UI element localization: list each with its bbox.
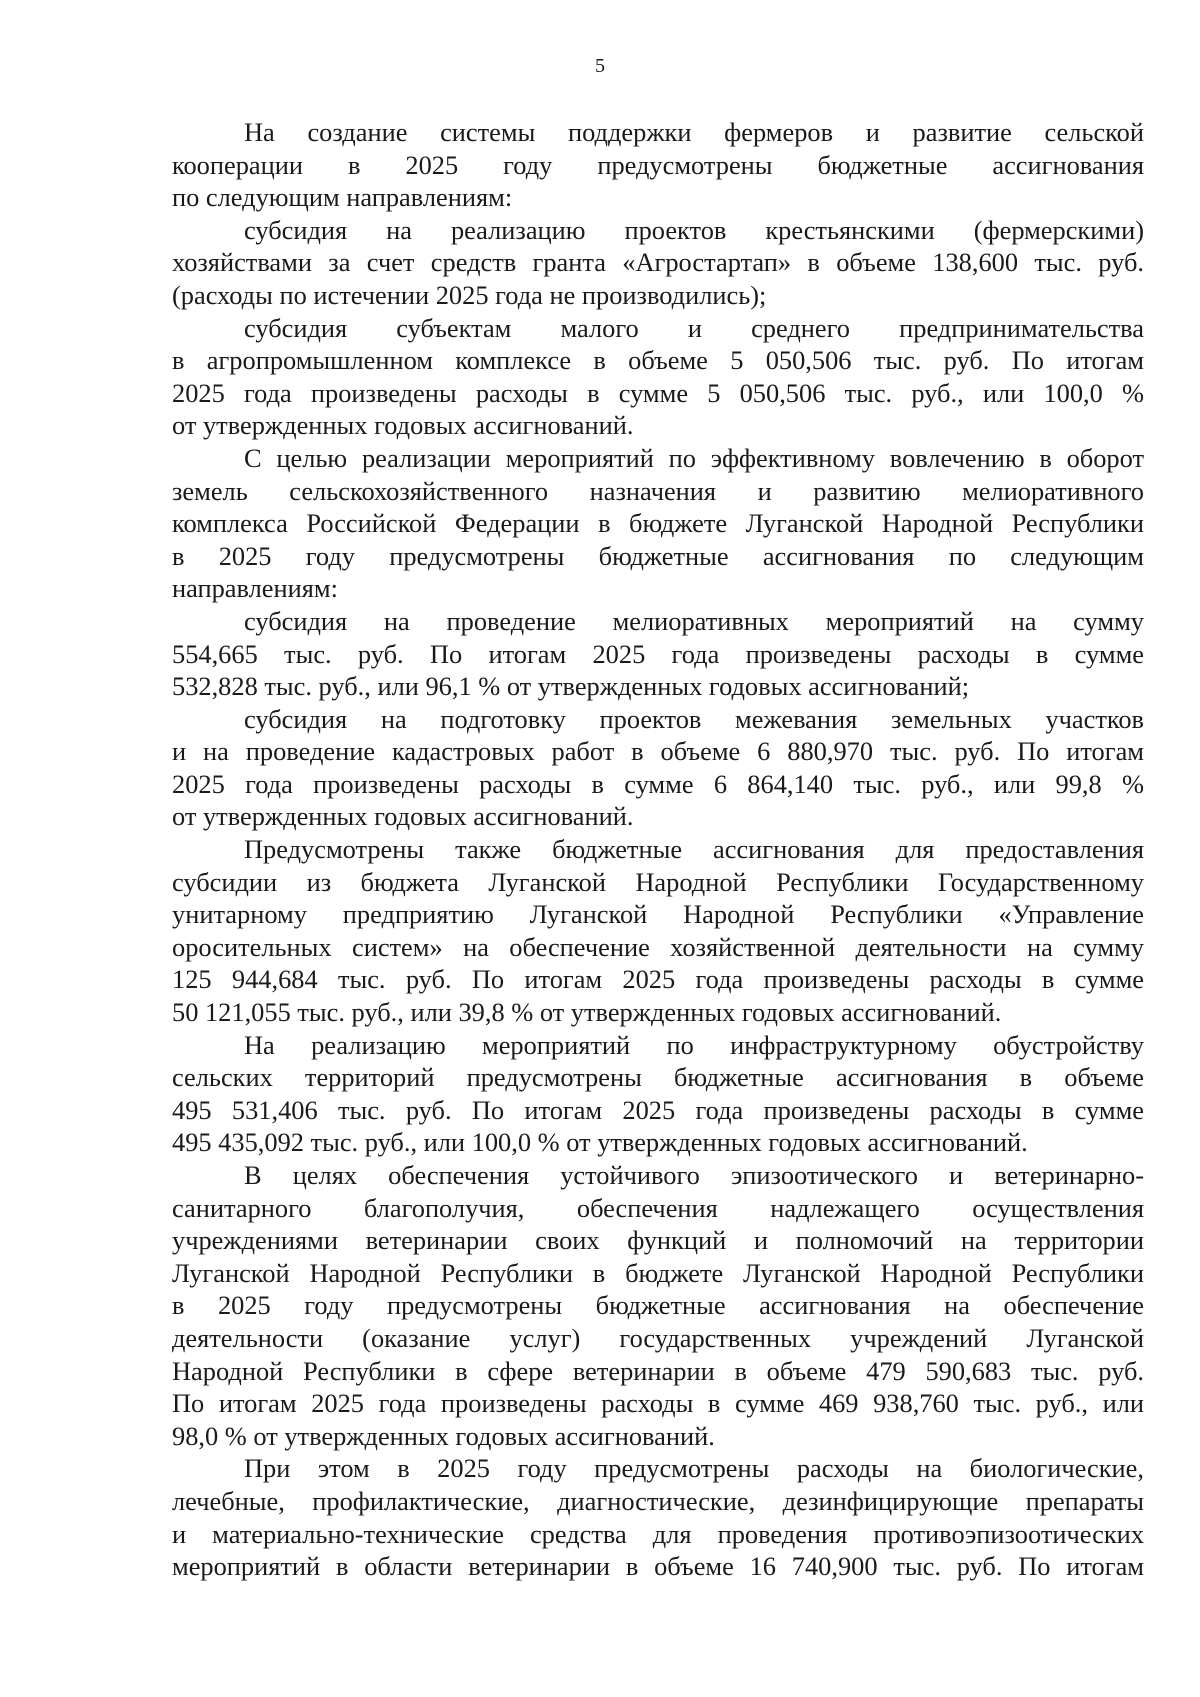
text-line: от утвержденных годовых ассигнований.	[172, 410, 634, 441]
text-line: Луганской Народной Республики в бюджете Луганской Народной Республики	[172, 1257, 1144, 1288]
text-line: Предусмотрены также бюджетные ассигнования для предоставления	[244, 834, 1144, 865]
text-line: В целях обеспечения устойчивого эпизоотического и ветеринарно-	[244, 1160, 1144, 1190]
text-line: лечебные, профилактические, диагностические, дезинфицирующие препараты	[172, 1485, 1144, 1516]
text-line: в 2025 году предусмотрены бюджетные ассигнования на обеспечение	[172, 1290, 1144, 1321]
text-line: земель сельскохозяйственного назначения и развитию мелиоративного	[172, 475, 1144, 506]
text-line: деятельности (оказание услуг) государственных учреждений Луганской	[172, 1322, 1144, 1353]
text-line: комплекса Российской Федерации в бюджете Луганской Народной Республики	[172, 508, 1144, 539]
text-line: хозяйствами за счет средств гранта «Агростартап» в объеме 138,600 тыс. руб.	[172, 247, 1144, 278]
text-line: 495 531,406 тыс. руб. По итогам 2025 года произведены расходы в сумме	[172, 1094, 1144, 1125]
text-line: На реализацию мероприятий по инфраструктурному обустройству	[244, 1029, 1144, 1060]
text-line: санитарного благополучия, обеспечения надлежащего осуществления	[172, 1192, 1144, 1223]
text-line: При этом в 2025 году предусмотрены расходы на биологические,	[244, 1453, 1144, 1484]
text-line: в агропромышленном комплексе в объеме 5 050,506 тыс. руб. По итогам	[172, 345, 1144, 376]
paragraph	[172, 1452, 1144, 1582]
text-line: субсидия на подготовку проектов межевания земельных участков	[244, 703, 1144, 734]
text-line: 50 121,055 тыс. руб., или 39,8 % от утвержденных годовых ассигнований.	[172, 997, 1002, 1028]
text-line: субсидия субъектам малого и среднего предпринимательства	[244, 312, 1144, 343]
text-line: субсидии из бюджета Луганской Народной Республики Государственному	[172, 866, 1144, 897]
text-line: 554,665 тыс. руб. По итогам 2025 года произведены расходы в сумме	[172, 638, 1144, 669]
text-line: и материально-технические средства для проведения противоэпизоотических	[172, 1518, 1144, 1549]
text-line: по следующим направлениям:	[172, 182, 513, 213]
paragraph	[172, 605, 1144, 703]
paragraph	[172, 833, 1144, 1029]
text-line: 125 944,684 тыс. руб. По итогам 2025 года произведены расходы в сумме	[172, 964, 1144, 995]
text-line: унитарному предприятию Луганской Народной Республики «Управление	[172, 899, 1144, 930]
paragraph	[172, 703, 1144, 833]
paragraph	[172, 442, 1144, 605]
text-line: 98,0 % от утвержденных годовых ассигнований.	[172, 1420, 715, 1451]
text-line: сельских территорий предусмотрены бюджетные ассигнования в объеме	[172, 1062, 1144, 1093]
paragraph	[172, 214, 1144, 312]
text-line: и на проведение кадастровых работ в объеме 6 880,970 тыс. руб. По итогам	[172, 736, 1144, 767]
text-line: 495 435,092 тыс. руб., или 100,0 % от утвержденных годовых ассигнований.	[172, 1127, 1028, 1158]
text-line: 532,828 тыс. руб., или 96,1 % от утвержденных годовых ассигнований;	[172, 671, 970, 702]
text-line: оросительных систем» на обеспечение хозяйственной деятельности на сумму	[172, 931, 1144, 962]
text-line: По итогам 2025 года произведены расходы в сумме 469 938,760 тыс. руб., или	[172, 1388, 1144, 1419]
paragraph	[172, 1159, 1144, 1452]
page-number: 5	[595, 55, 605, 77]
paragraph	[172, 312, 1144, 442]
paragraph	[172, 1029, 1144, 1159]
text-line: субсидия на проведение мелиоративных мероприятий на сумму	[244, 605, 1144, 636]
text-line: от утвержденных годовых ассигнований.	[172, 801, 634, 832]
text-line: (расходы по истечении 2025 года не производились);	[172, 279, 767, 310]
paragraph	[172, 116, 1144, 214]
text-line: 2025 года произведены расходы в сумме 6 864,140 тыс. руб., или 99,8 %	[172, 768, 1144, 799]
text-line: мероприятий в области ветеринарии в объеме 16 740,900 тыс. руб. По итогам	[172, 1551, 1144, 1582]
text-line: На создание системы поддержки фермеров и развитие сельской	[244, 117, 1144, 147]
text-line: в 2025 году предусмотрены бюджетные ассигнования по следующим	[172, 540, 1144, 571]
text-line: С целью реализации мероприятий по эффективному вовлечению в оборот	[244, 442, 1144, 473]
text-line: кооперации в 2025 году предусмотрены бюджетные ассигнования	[172, 149, 1144, 180]
text-line: субсидия на реализацию проектов крестьянскими (фермерскими)	[244, 214, 1144, 245]
text-line: 2025 года произведены расходы в сумме 5 050,506 тыс. руб., или 100,0 %	[172, 377, 1144, 408]
text-line: учреждениями ветеринарии своих функций и полномочий на территории	[172, 1225, 1144, 1256]
document-body	[172, 116, 1144, 1583]
text-line: направлениям:	[172, 573, 338, 604]
text-line: Народной Республики в сфере ветеринарии в объеме 479 590,683 тыс. руб.	[172, 1355, 1144, 1386]
